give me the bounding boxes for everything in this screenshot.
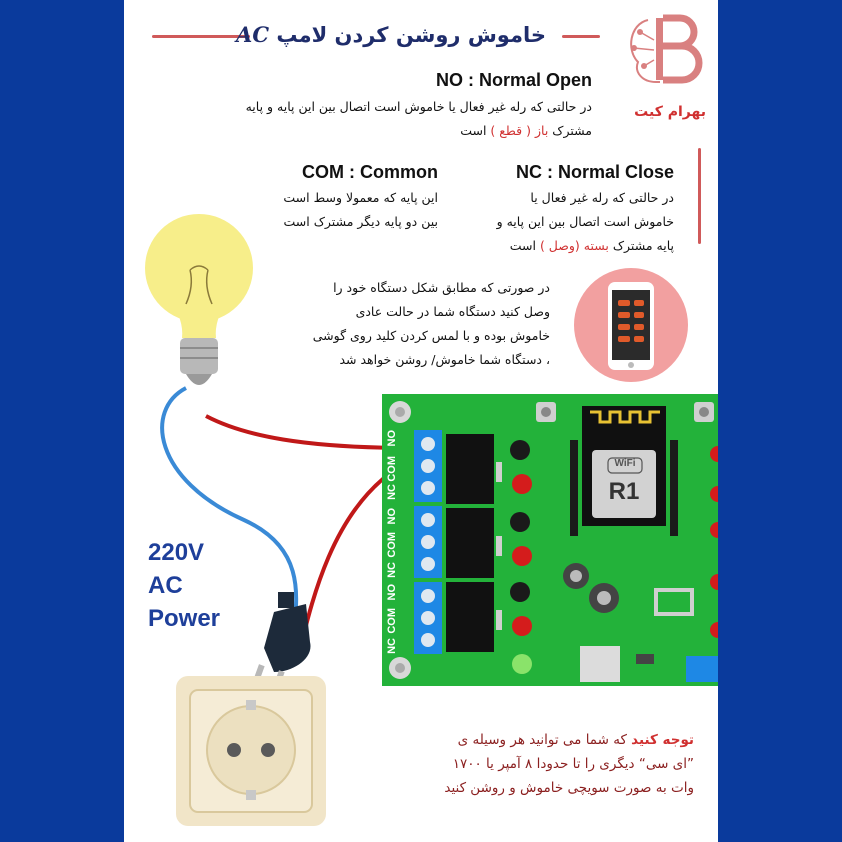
page-title bbox=[236, 22, 546, 47]
terminal-label-4: NO bbox=[386, 508, 398, 525]
com-line-2: بین دو پایه دیگر مشترک است bbox=[283, 214, 438, 229]
brand-logo-icon bbox=[620, 10, 710, 96]
no-description bbox=[142, 95, 592, 143]
footer-note bbox=[364, 728, 694, 800]
instruction-line-3: خاموش بوده و با لمس کردن کلید روی گوشی bbox=[312, 328, 550, 343]
left-frame bbox=[0, 0, 124, 842]
terminal-label-9: NC bbox=[386, 638, 398, 654]
title-en: AC bbox=[236, 22, 270, 47]
nc-line-1: در حالتی که رله غیر فعال یا bbox=[530, 190, 674, 205]
note-emphasis: توجه کنید bbox=[631, 732, 694, 748]
nc-line-3a: پایه مشترک bbox=[608, 238, 674, 253]
note-line-1 bbox=[364, 728, 694, 752]
no-line-1: در حالتی که رله غیر فعال یا خاموش است اتصال بین این پایه و پایه bbox=[245, 99, 592, 114]
no-line-2c: است bbox=[460, 123, 491, 138]
power-type: AC bbox=[148, 572, 183, 599]
terminal-labels bbox=[386, 430, 402, 654]
right-frame bbox=[718, 0, 842, 842]
com-line-1: این پایه که معمولا وسط است bbox=[283, 190, 438, 205]
wifi-module-brand: WiFi bbox=[614, 458, 636, 469]
nc-line-3c: است bbox=[509, 238, 540, 253]
light-bulb-icon bbox=[145, 214, 253, 385]
power-voltage: 220V bbox=[148, 539, 205, 566]
nc-close-highlight: بسته (وصل ) bbox=[539, 238, 609, 253]
no-line-2a: مشترک bbox=[548, 123, 592, 138]
wall-socket-icon bbox=[176, 676, 326, 826]
power-label bbox=[148, 536, 220, 635]
terminal-label-6: NC bbox=[386, 562, 398, 578]
terminal-label-5: COM bbox=[386, 532, 398, 558]
brand-name: بهرام کیت bbox=[634, 104, 706, 120]
terminal-label-2: COM bbox=[386, 456, 398, 482]
title-rule-right bbox=[562, 35, 600, 38]
title-fa: خاموش روشن کردن لامپ bbox=[276, 23, 546, 47]
nc-heading: NC : Normal Close bbox=[515, 162, 674, 182]
power-word: Power bbox=[148, 605, 221, 632]
poster-panel bbox=[124, 0, 718, 842]
instruction-line-4: ، دستگاه شما خاموش/ روشن خواهد شد bbox=[339, 352, 550, 367]
nc-line-2: خاموش است اتصال بین این پایه و bbox=[496, 214, 674, 229]
terminal-label-1: NO bbox=[386, 430, 398, 447]
no-heading: NO : Normal Open bbox=[435, 70, 592, 90]
instruction-line-2: وصل کنید دستگاه شما در حالت عادی bbox=[355, 304, 550, 319]
terminal-label-7: NO bbox=[386, 584, 398, 601]
note-line-3: وات به صورت سویچی خاموش و روشن کنید bbox=[444, 780, 694, 796]
wifi-module-model: R1 bbox=[608, 478, 640, 505]
terminal-label-8: COM bbox=[386, 608, 398, 634]
terminal-label-3: NC bbox=[386, 484, 398, 500]
note-line-2: ”ای سی“ دیگری را تا حدودا ۸ آمپر یا ۱۷۰۰ bbox=[452, 756, 694, 772]
no-open-highlight: باز ( قطع ) bbox=[490, 123, 549, 138]
instruction-line-1: در صورتی که مطابق شکل دستگاه خود را bbox=[333, 280, 550, 295]
note-line-1-rest: که شما می توانید هر وسیله ی bbox=[457, 732, 632, 748]
com-heading: COM : Common bbox=[302, 162, 438, 182]
relay-board-icon bbox=[382, 394, 718, 686]
no-line-2 bbox=[142, 119, 592, 143]
